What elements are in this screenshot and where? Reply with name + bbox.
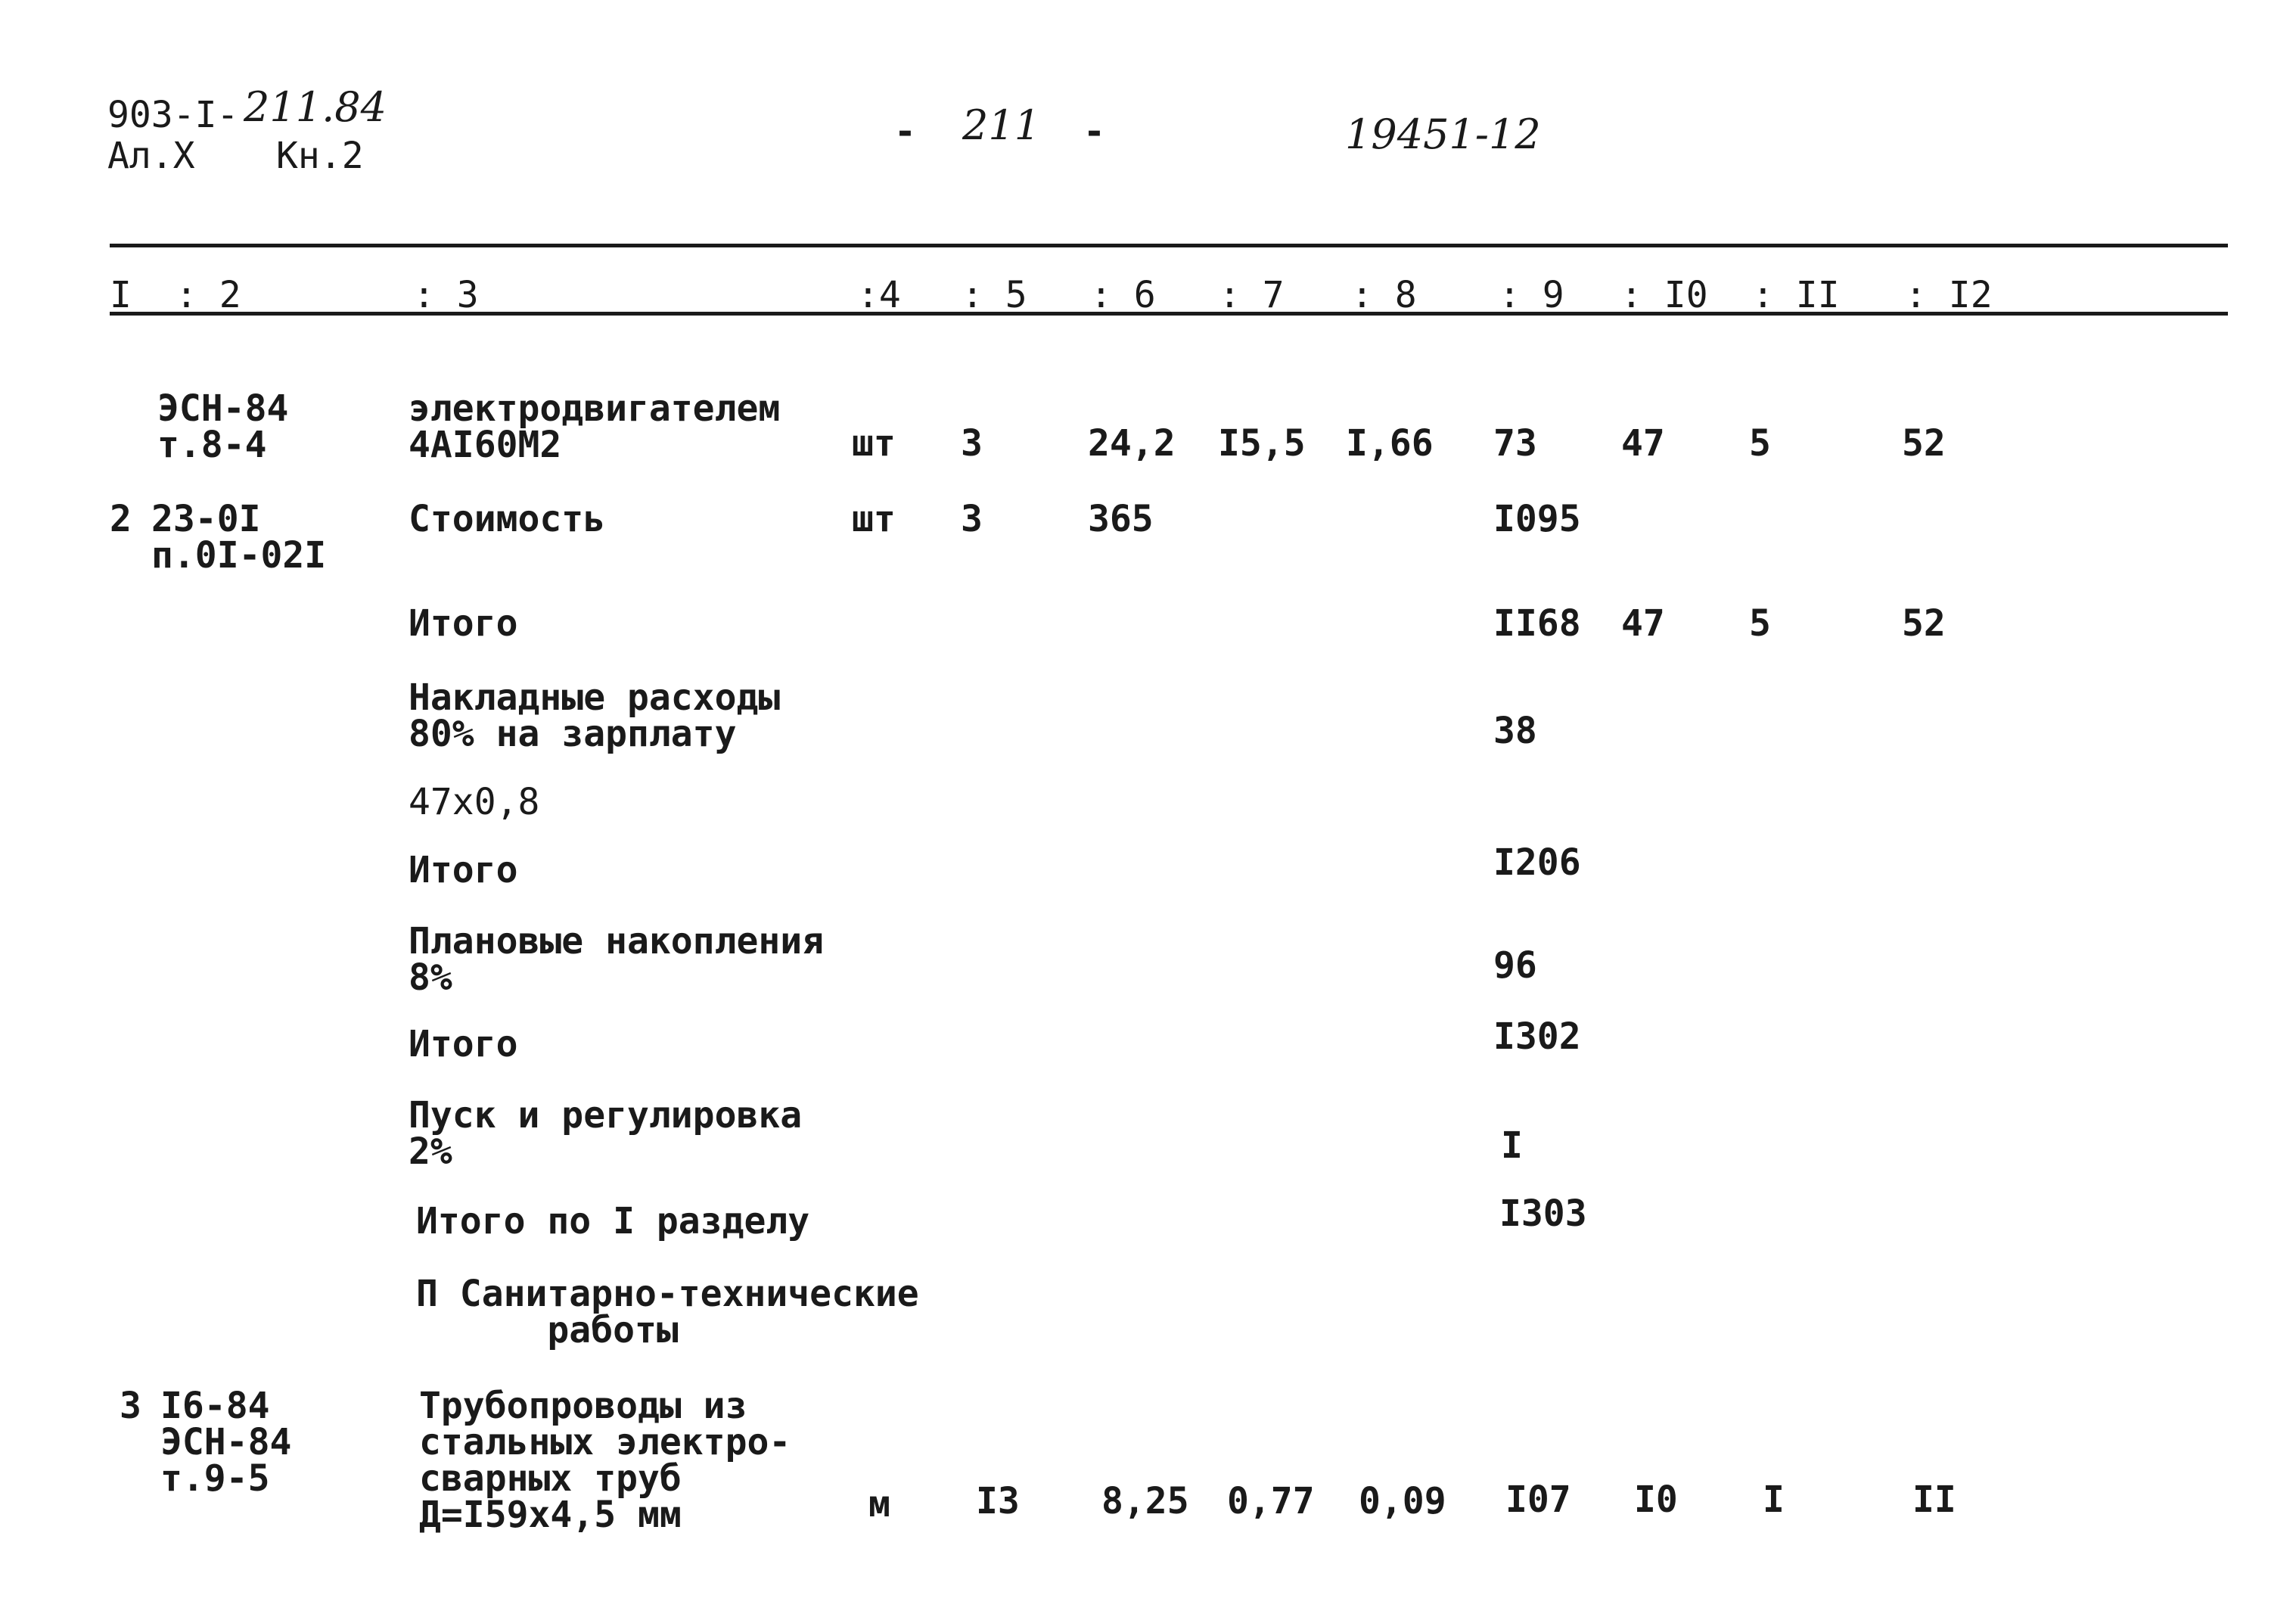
column-header: : 3 [413, 274, 479, 316]
column-header: : 2 [176, 274, 241, 316]
row-code: ЭСН-84 т.8-4 [157, 387, 289, 466]
row-qty: 3 [961, 498, 983, 540]
row-c11: 5 [1749, 422, 1771, 465]
row-name: электродвигателем 4АI60М2 [409, 387, 781, 466]
series-number: 903-I- [107, 94, 239, 136]
row-c9: 73 [1493, 422, 1537, 465]
row-name: Итого [409, 1023, 518, 1065]
row-c9: I302 [1493, 1015, 1581, 1058]
row-c9: 96 [1493, 944, 1537, 987]
page-dash-left: - [894, 110, 916, 153]
column-header: : 7 [1219, 274, 1285, 316]
row-number: 2 [110, 498, 132, 540]
row-c8: 0,09 [1359, 1480, 1446, 1522]
row-name: Плановые накопления 8% [409, 920, 825, 999]
row-qty: 3 [961, 422, 983, 465]
row-c9: I095 [1493, 498, 1581, 540]
column-header: : 8 [1351, 274, 1417, 316]
row-unit: шт [852, 422, 896, 465]
page-dash-right: - [1083, 110, 1105, 153]
row-name: Итого по I разделу [416, 1200, 810, 1242]
row-name: 47x0,8 [409, 781, 540, 823]
column-header: :4 [857, 274, 901, 316]
row-c7: I5,5 [1218, 422, 1306, 465]
row-name: Итого [409, 849, 518, 891]
row-c11: I [1763, 1479, 1785, 1521]
column-header: : I2 [1905, 274, 1993, 316]
row-c9: I [1501, 1124, 1523, 1167]
row-name: Стоимость [409, 498, 606, 540]
column-header: : 5 [962, 274, 1027, 316]
row-c10: 47 [1621, 422, 1665, 465]
row-c7: 0,77 [1227, 1480, 1315, 1522]
inventory-number: 19451-12 [1345, 110, 1541, 158]
row-c8: I,66 [1346, 422, 1434, 465]
book-label: Кн.2 [276, 135, 364, 177]
row-name: Накладные расходы 80% на зарплату [409, 676, 781, 755]
row-c9: II68 [1493, 602, 1581, 645]
table-top-rule [110, 244, 2228, 247]
row-c11: 5 [1749, 602, 1771, 645]
row-name: Трубопроводы из стальных электро- сварных труб Д=I59x4,5 мм [419, 1385, 791, 1536]
series-handwritten: 211.84 [244, 83, 387, 131]
row-number: 3 [120, 1385, 141, 1427]
row-c10: I0 [1634, 1479, 1678, 1521]
row-c10: 47 [1621, 602, 1665, 645]
row-name: Пуск и регулировка 2% [409, 1094, 803, 1173]
row-c6: 8,25 [1101, 1480, 1189, 1522]
column-header: : 9 [1499, 274, 1564, 316]
row-c9: I206 [1493, 841, 1581, 884]
row-name: П Санитарно-технические работы [416, 1273, 919, 1351]
column-header: I [110, 274, 132, 316]
row-unit: м [868, 1483, 890, 1525]
column-header: : I0 [1620, 274, 1708, 316]
row-unit: шт [852, 498, 896, 540]
row-c12: 52 [1902, 602, 1946, 645]
row-c6: 365 [1088, 498, 1154, 540]
row-c9: I07 [1505, 1479, 1571, 1521]
column-header: : II [1752, 274, 1840, 316]
row-c6: 24,2 [1088, 422, 1176, 465]
page-number: 211 [962, 101, 1041, 149]
album-label: Ал.X [107, 135, 195, 177]
row-c12: II [1912, 1479, 1956, 1521]
row-code: I6-84 ЭСН-84 т.9-5 [160, 1385, 292, 1500]
row-c12: 52 [1902, 422, 1946, 465]
row-code: 23-0I п.0I-02I [151, 498, 327, 577]
column-header: : 6 [1090, 274, 1156, 316]
row-qty: I3 [976, 1480, 1020, 1522]
row-c9: I303 [1499, 1193, 1587, 1235]
row-name: Итого [409, 602, 518, 645]
row-c9: 38 [1493, 710, 1537, 752]
